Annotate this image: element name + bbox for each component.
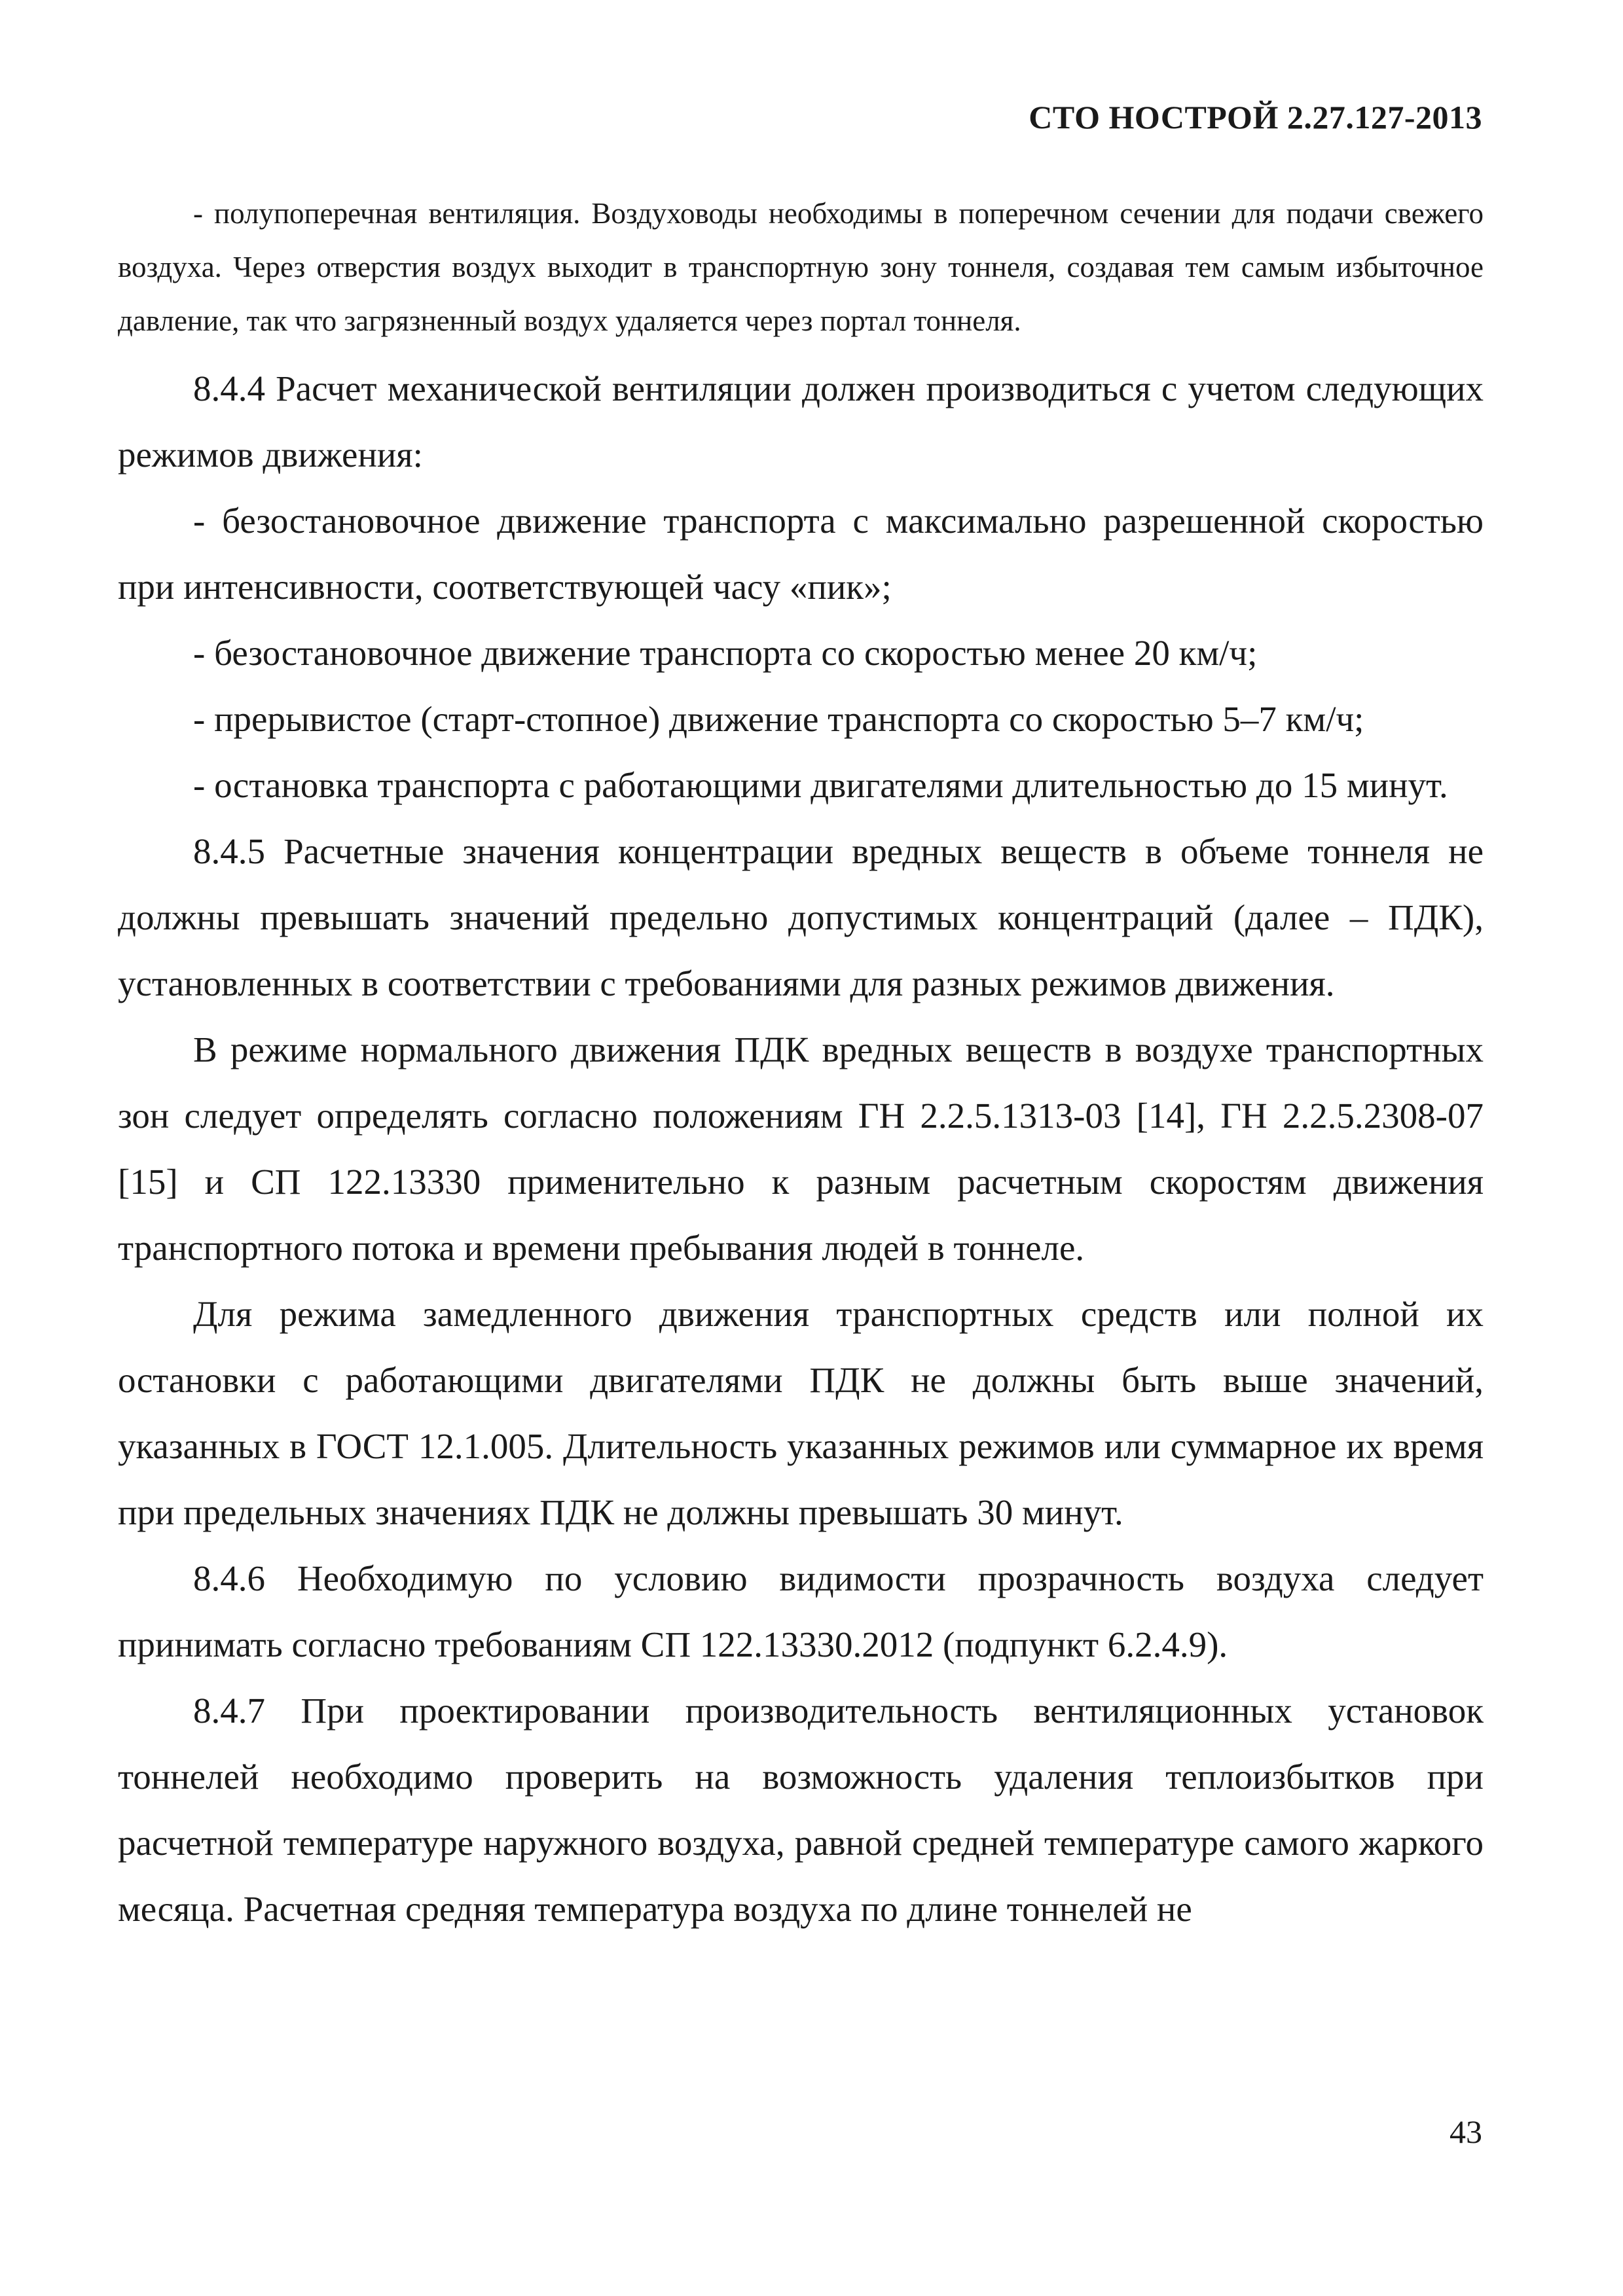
paragraph-normal-mode: В режиме нормального движения ПДК вредных веществ в воздухе транспортных зон следует определять согласно положениям ГН 2.2.5.1313-03 [14], ГН 2.2.5.2308-07 [15] и СП 122.13330 применительно к разным расчетным скоростям движения транспортного потока и времени пребывания людей в тоннеле. <box>118 1030 1484 1268</box>
paragraph-8-4-4: 8.4.4 Расчет механической вентиляции должен производиться с учетом следующих режимов движения: <box>118 368 1484 475</box>
page-body <box>118 187 1484 1942</box>
list-item-traffic-mode-3: - прерывистое (старт-стопное) движение транспорта со скоростью 5–7 км/ч; <box>193 699 1364 739</box>
list-item-traffic-mode-1: - безостановочное движение транспорта с максимально разрешенной скоростью при интенсивности, соответствующей часу «пик»; <box>118 501 1484 607</box>
paragraph-8-4-6: 8.4.6 Необходимую по условию видимости прозрачность воздуха следует принимать согласно требованиям СП 122.13330.2012 (подпункт 6.2.4.9). <box>118 1558 1484 1664</box>
list-item-traffic-mode-2: - безостановочное движение транспорта со скоростью менее 20 км/ч; <box>193 633 1258 673</box>
page-number: 43 <box>1450 2113 1482 2150</box>
paragraph-semi-transverse-ventilation: - полупоперечная вентиляция. Воздуховоды необходимы в поперечном сечении для подачи свежего воздуха. Через отверстия воздух выходит в транспортную зону тоннеля, создавая тем самым избыточное давление, так что загрязненный воздух удаляется через портал тоннеля. <box>118 197 1484 337</box>
paragraph-8-4-7: 8.4.7 При проектировании производительность вентиляционных установок тоннелей необходимо проверить на возможность удаления теплоизбытков при расчетной температуре наружного воздуха, равной средней температуре самого жаркого месяца. Расчетная средняя температура воздуха по длине тоннелей не <box>118 1691 1484 1929</box>
document-code-header: СТО НОСТРОЙ 2.27.127-2013 <box>1029 99 1482 135</box>
paragraph-slow-mode: Для режима замедленного движения транспортных средств или полной их остановки с работающими двигателями ПДК не должны быть выше значений, указанных в ГОСТ 12.1.005. Длительность указанных режимов или суммарное их время при предельных значениях ПДК не должны превышать 30 минут. <box>118 1294 1484 1532</box>
paragraph-8-4-5: 8.4.5 Расчетные значения концентрации вредных веществ в объеме тоннеля не должны превышать значений предельно допустимых концентраций (далее – ПДК), установленных в соответствии с требованиями для разных режимов движения. <box>118 831 1484 1003</box>
list-item-traffic-mode-4: - остановка транспорта с работающими двигателями длительностью до 15 минут. <box>193 765 1448 805</box>
